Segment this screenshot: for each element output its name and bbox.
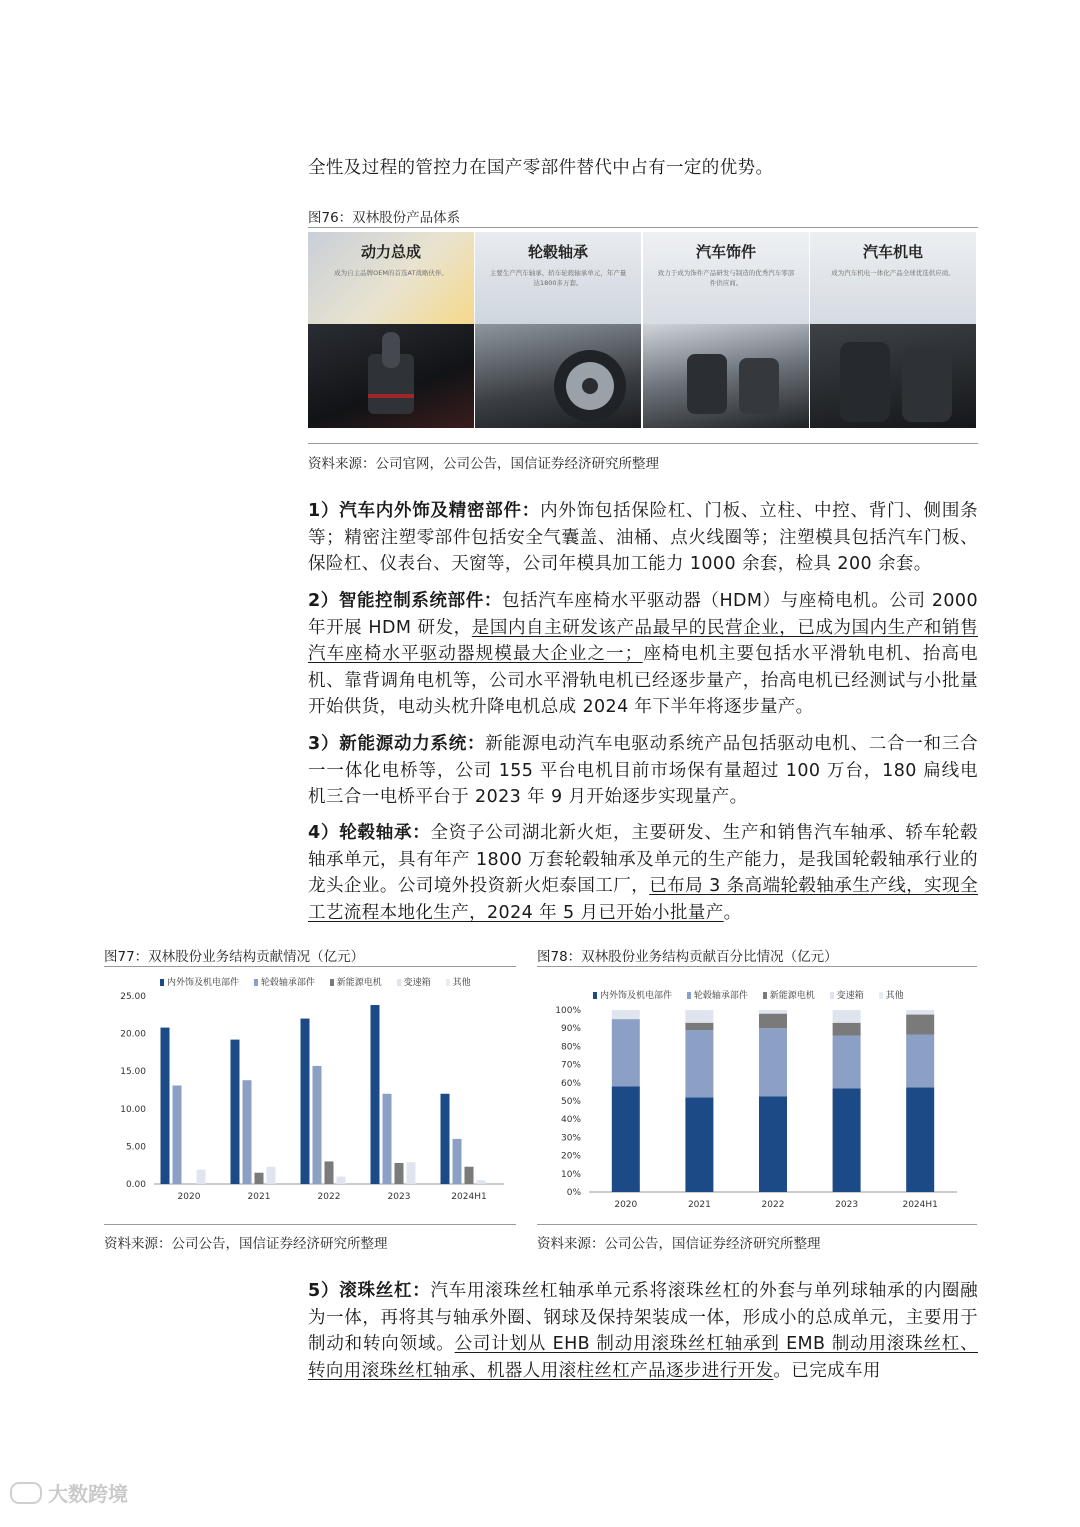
bar	[371, 1005, 380, 1184]
fig77-source: 资料来源：公司公告，国信证券经济研究所整理	[104, 1236, 388, 1252]
intro-paragraph: 全性及过程的管控力在国产零部件替代中占有一定的优势。	[308, 158, 774, 178]
paragraph-4-text-b: 。	[723, 902, 742, 923]
y-tick-label: 20.00	[120, 1029, 146, 1040]
y-tick-label: 30%	[560, 1133, 581, 1144]
bar	[337, 1176, 346, 1184]
paragraph-3-heading: 3）新能源动力系统：	[308, 734, 486, 754]
y-tick-label: 80%	[560, 1042, 581, 1053]
paragraph-5-underlined: 公司计划从 EHB 制动用滚珠丝杠轴承到 EMB 制动用滚珠丝杠、转向用滚珠丝杠轴承、机器人用滚柱丝杠产品逐步进行开发	[308, 1334, 978, 1381]
stacked-bar-segment	[685, 1097, 713, 1192]
paragraph-5-heading: 5）滚珠丝杠：	[308, 1281, 431, 1301]
y-tick-label: 60%	[560, 1078, 581, 1089]
fig76-bottom-rule	[308, 443, 978, 444]
legend-label: 轮毂轴承部件	[260, 978, 315, 988]
legend-label: 其他	[452, 978, 471, 988]
legend-label: 内外饰及机电部件	[167, 978, 240, 988]
paragraph-1-text: 内外饰包括保险杠、门板、立柱、中控、背门、侧围条等；精密注塑零部件包括安全气囊盖、油桶、点火线圈等；注塑模具包括汽车门板、保险杠、仪表台、天窗等，公司年模具加工能力 1000 余套，检具 200 余套。	[308, 501, 978, 574]
paragraph-2-underlined: 是国内自主研发该产品最早的民营企业，已成为国内生产和销售汽车座椅水平驱动器规模最大企业之一；	[308, 617, 979, 664]
gear-shifter-image	[308, 324, 474, 428]
paragraph-5	[308, 1278, 978, 1384]
x-tick-label: 2020	[614, 1200, 638, 1210]
stacked-bar-segment	[906, 1087, 934, 1192]
bar	[465, 1167, 474, 1184]
paragraph-2-text-a: 包括汽车座椅水平驱动器（HDM）与座椅电机。公司 2000 年开展 HDM 研发，	[308, 591, 978, 638]
x-tick-label: 2023	[835, 1200, 859, 1210]
stacked-bar-segment	[685, 1023, 713, 1030]
car-interior-image	[643, 324, 809, 428]
paragraph-1-heading: 1）汽车内外饰及精密部件：	[308, 501, 541, 521]
y-tick-label: 70%	[560, 1060, 581, 1071]
tile-name: 轮毂轴承	[527, 243, 588, 261]
y-tick-label: 15.00	[120, 1067, 146, 1078]
paragraph-4-underlined: 已布局 3 条高端轮毂轴承生产线，实现全工艺流程本地化生产，2024 年 5 月已开始小批量产	[308, 876, 978, 923]
legend-label: 新能源电机	[336, 978, 382, 988]
x-tick-label: 2023	[387, 1192, 411, 1202]
paragraph-4-text-a: 全资子公司湖北新火炬，主要研发、生产和销售汽车轴承、轿车轮毂轴承单元，具有年产 1800 万套轮毂轴承及单元的生产能力，是我国轮毂轴承行业的龙头企业。公司境外投资新火炬泰国工厂，	[308, 823, 978, 896]
bar	[267, 1167, 276, 1184]
fig78-title: 图78：双林股份业务结构贡献百分比情况（亿元）	[537, 949, 838, 965]
fig76-title: 图76：双林股份产品体系	[308, 210, 461, 226]
bar	[301, 1019, 310, 1184]
x-tick-label: 2024H1	[451, 1192, 487, 1202]
wheel-image	[475, 324, 641, 428]
tile-name: 汽车机电	[862, 243, 923, 261]
stacked-bar-segment	[833, 1023, 861, 1036]
paragraph-2-text-b: 座椅电机主要包括水平滑轨电机、抬高电机、靠背调角电机等，公司水平滑轨电机已经逐步量产，抬高电机已经测试与小批量开始供货，电动头枕升降电机总成 2024 年下半年将逐步量产。	[308, 644, 979, 717]
y-tick-label: 50%	[560, 1097, 581, 1107]
y-tick-label: 20%	[560, 1151, 581, 1162]
tile-desc: 致力于成为饰件产品研发与制造的优秀汽车零部件供应商。	[657, 269, 795, 287]
y-tick-label: 100%	[555, 1006, 581, 1016]
bar	[383, 1094, 392, 1184]
stacked-bar-segment	[906, 1015, 934, 1035]
product-tile-hub-bearing	[475, 232, 641, 428]
fig76-source: 资料来源：公司官网，公司公告，国信证券经济研究所整理	[308, 456, 659, 472]
legend-label: 变速箱	[836, 991, 864, 1001]
stacked-bar-segment	[759, 1096, 787, 1192]
bar	[407, 1162, 416, 1184]
stacked-bar-segment	[906, 1010, 934, 1015]
fig78-source: 资料来源：公司公告，国信证券经济研究所整理	[537, 1236, 821, 1252]
stacked-bar-segment	[759, 1014, 787, 1029]
legend-label: 新能源电机	[769, 991, 815, 1001]
fig76-top-rule	[308, 227, 978, 228]
stacked-bar-segment	[612, 1019, 640, 1086]
bar	[173, 1085, 182, 1184]
watermark-logo-icon	[10, 1482, 42, 1504]
stacked-bar-segment	[759, 1010, 787, 1014]
legend-label: 变速箱	[403, 978, 431, 988]
tile-desc: 成为汽车机电一体化产品全球优选供应商。	[831, 269, 955, 277]
x-tick-label: 2021	[687, 1200, 711, 1210]
fig78-bottom-rule	[537, 1224, 977, 1225]
bar	[231, 1040, 240, 1184]
fig77-top-rule	[104, 966, 516, 967]
product-tile-powertrain	[308, 232, 474, 428]
x-tick-label: 2020	[177, 1192, 201, 1202]
legend-label: 其他	[885, 991, 904, 1001]
paragraph-2-heading: 2）智能控制系统部件：	[308, 591, 502, 611]
stacked-bar-segment	[685, 1030, 713, 1097]
x-tick-label: 2022	[317, 1192, 341, 1202]
bar	[325, 1161, 334, 1184]
y-tick-label: 0%	[566, 1188, 581, 1198]
fig77-chart	[104, 988, 516, 1210]
fig77-title: 图77：双林股份业务结构贡献情况（亿元）	[104, 949, 365, 965]
bar	[441, 1094, 450, 1184]
tile-name: 汽车饰件	[695, 243, 756, 261]
stacked-bar-segment	[833, 1035, 861, 1088]
bar	[197, 1170, 206, 1184]
y-tick-label: 40%	[560, 1115, 581, 1126]
fig78-top-rule	[537, 966, 977, 967]
paragraph-4-heading: 4）轮毂轴承：	[308, 823, 431, 843]
bar	[255, 1173, 264, 1184]
product-tile-mechatronics	[810, 232, 976, 428]
stacked-bar-segment	[906, 1035, 934, 1088]
bar	[453, 1139, 462, 1184]
paragraph-3	[308, 731, 978, 811]
y-tick-label: 0.00	[125, 1180, 146, 1190]
y-tick-label: 10%	[560, 1169, 581, 1180]
paragraph-3-text: 新能源电动汽车电驱动系统产品包括驱动电机、二合一和三合一一体化电桥等，公司 155 平台电机目前市场保有量超过 100 万台，180 扁线电机三合一电桥平台于 2023 年 9 月开始逐步实现量产。	[308, 734, 978, 807]
paragraph-1	[308, 498, 978, 578]
stacked-bar-segment	[612, 1010, 640, 1019]
tile-desc: 成为自主品牌OEM的首选AT战略伙伴。	[334, 269, 448, 277]
fig78-chart	[537, 1000, 977, 1212]
stacked-bar-segment	[833, 1010, 861, 1023]
legend-label: 内外饰及机电部件	[600, 991, 673, 1001]
stacked-bar-segment	[833, 1088, 861, 1192]
stacked-bar-segment	[759, 1028, 787, 1096]
tile-name: 动力总成	[360, 243, 421, 261]
fig77-bottom-rule	[104, 1224, 516, 1225]
y-tick-label: 5.00	[125, 1142, 146, 1153]
bar	[161, 1028, 170, 1184]
stacked-bar-segment	[685, 1010, 713, 1023]
y-tick-label: 90%	[560, 1024, 581, 1035]
bar	[243, 1080, 252, 1184]
product-tile-trim	[643, 232, 809, 428]
legend-label: 轮毂轴承部件	[693, 991, 748, 1001]
paragraph-5-text-b: 。已完成车用	[773, 1360, 881, 1381]
y-tick-label: 25.00	[120, 992, 146, 1002]
fig77-legend	[160, 975, 483, 988]
paragraph-2	[308, 588, 978, 721]
watermark	[10, 1478, 128, 1507]
bar	[313, 1066, 322, 1184]
y-tick-label: 10.00	[120, 1104, 146, 1115]
paragraph-4	[308, 820, 978, 926]
watermark-text: 大数跨境	[48, 1482, 128, 1506]
x-tick-label: 2021	[247, 1192, 271, 1202]
car-seat-image	[810, 324, 976, 428]
x-tick-label: 2024H1	[902, 1200, 938, 1210]
bar	[395, 1163, 404, 1184]
x-tick-label: 2022	[761, 1200, 785, 1210]
paragraph-5-text-a: 汽车用滚珠丝杠轴承单元系将滚珠丝杠的外套与单列球轴承的内圈融为一体，再将其与轴承外圈、钢球及保持架装成一体，形成小的总成单元，主要用于制动和转向领域。	[308, 1281, 978, 1354]
tile-desc: 主要生产汽车轴承、轿车轮毂轴承单元，年产量达1800多万套。	[489, 269, 627, 287]
stacked-bar-segment	[612, 1086, 640, 1192]
bar	[477, 1180, 486, 1184]
